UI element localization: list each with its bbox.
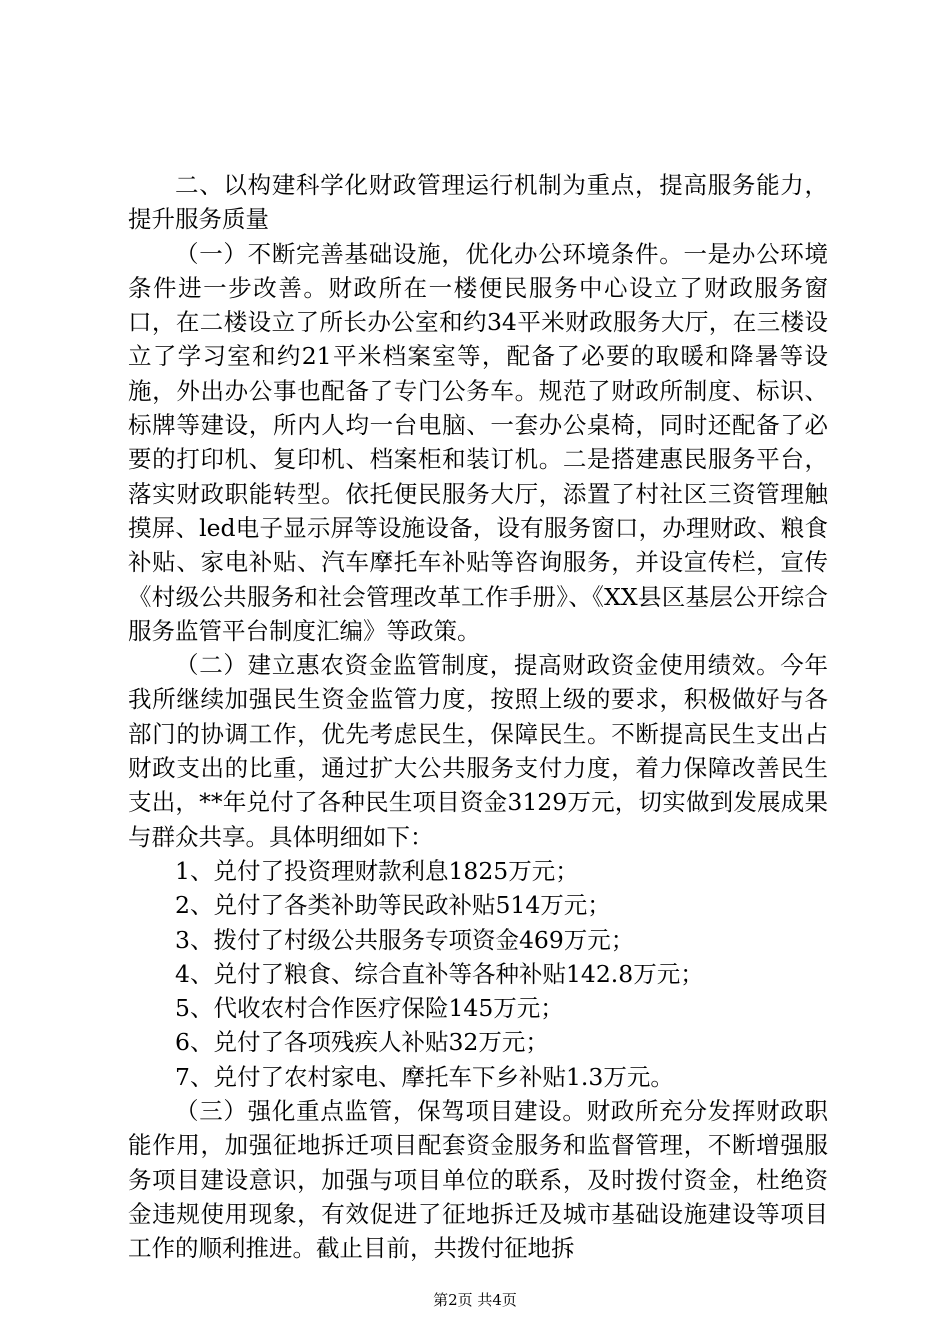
list-item: 7、兑付了农村家电、摩托车下乡补贴1.3万元。: [175, 1062, 674, 1091]
list-item: 4、兑付了粮食、综合直补等各种补贴142.8万元；: [175, 959, 704, 988]
page-footer: 第2页 共4页: [433, 1291, 517, 1309]
list-item: 1、兑付了投资理财款利息1825万元；: [175, 856, 579, 885]
paragraph-fund-supervision: （二）建立惠农资金监管制度，提高财政资金使用绩效。今年我所继续加强民生资金监管力度，按照上级的要求，积极做好与各部门的协调工作，优先考虑民生，保障民生。不断提高民生支出占财政支出的比重，通过扩大公共服务支付力度，着力保障改善民生支出，**年兑付了各种民生项目资金3129万元，切实做到发展成果与群众共享。具体明细如下：: [128, 651, 828, 851]
list-item: 6、兑付了各项残疾人补贴32万元；: [175, 1028, 549, 1057]
section-heading: 二、以构建科学化财政管理运行机制为重点，提高服务能力，提升服务质量: [128, 171, 828, 234]
list-item: 5、代收农村合作医疗保险145万元；: [175, 994, 564, 1023]
paragraph-project-supervision: （三）强化重点监管，保驾项目建设。财政所充分发挥财政职能作用，加强征地拆迁项目配套资金服务和监督管理，不断增强服务项目建设意识，加强与项目单位的联系，及时拨付资金，杜绝资金违规使用现象，有效促进了征地拆迁及城市基础设施建设等项目工作的顺利推进。截止目前，共拨付征地拆: [128, 1097, 828, 1263]
list-item: 2、兑付了各类补助等民政补贴514万元；: [175, 891, 611, 920]
list-item: 3、拨付了村级公共服务专项资金469万元；: [175, 925, 635, 954]
document-body: [128, 168, 828, 1266]
paragraph-facilities: （一）不断完善基础设施，优化办公环境条件。一是办公环境条件进一步改善。财政所在一楼便民服务中心设立了财政服务窗口，在二楼设立了所长办公室和约34平米财政服务大厅，在三楼设立了学习室和约21平米档案室等，配备了必要的取暖和降暑等设施，外出办公事也配备了专门公务车。规范了财政所制度、标识、标牌等建设，所内人均一台电脑、一套办公桌椅，同时还配备了必要的打印机、复印机、档案柜和装订机。二是搭建惠民服务平台，落实财政职能转型。依托便民服务大厅，添置了村社区三资管理触摸屏、led电子显示屏等设施设备，设有服务窗口，办理财政、粮食补贴、家电补贴、汽车摩托车补贴等咨询服务，并设宣传栏，宣传《村级公共服务和社会管理改革工作手册》、《XX县区基层公开综合服务监管平台制度汇编》等政策。: [128, 239, 828, 645]
